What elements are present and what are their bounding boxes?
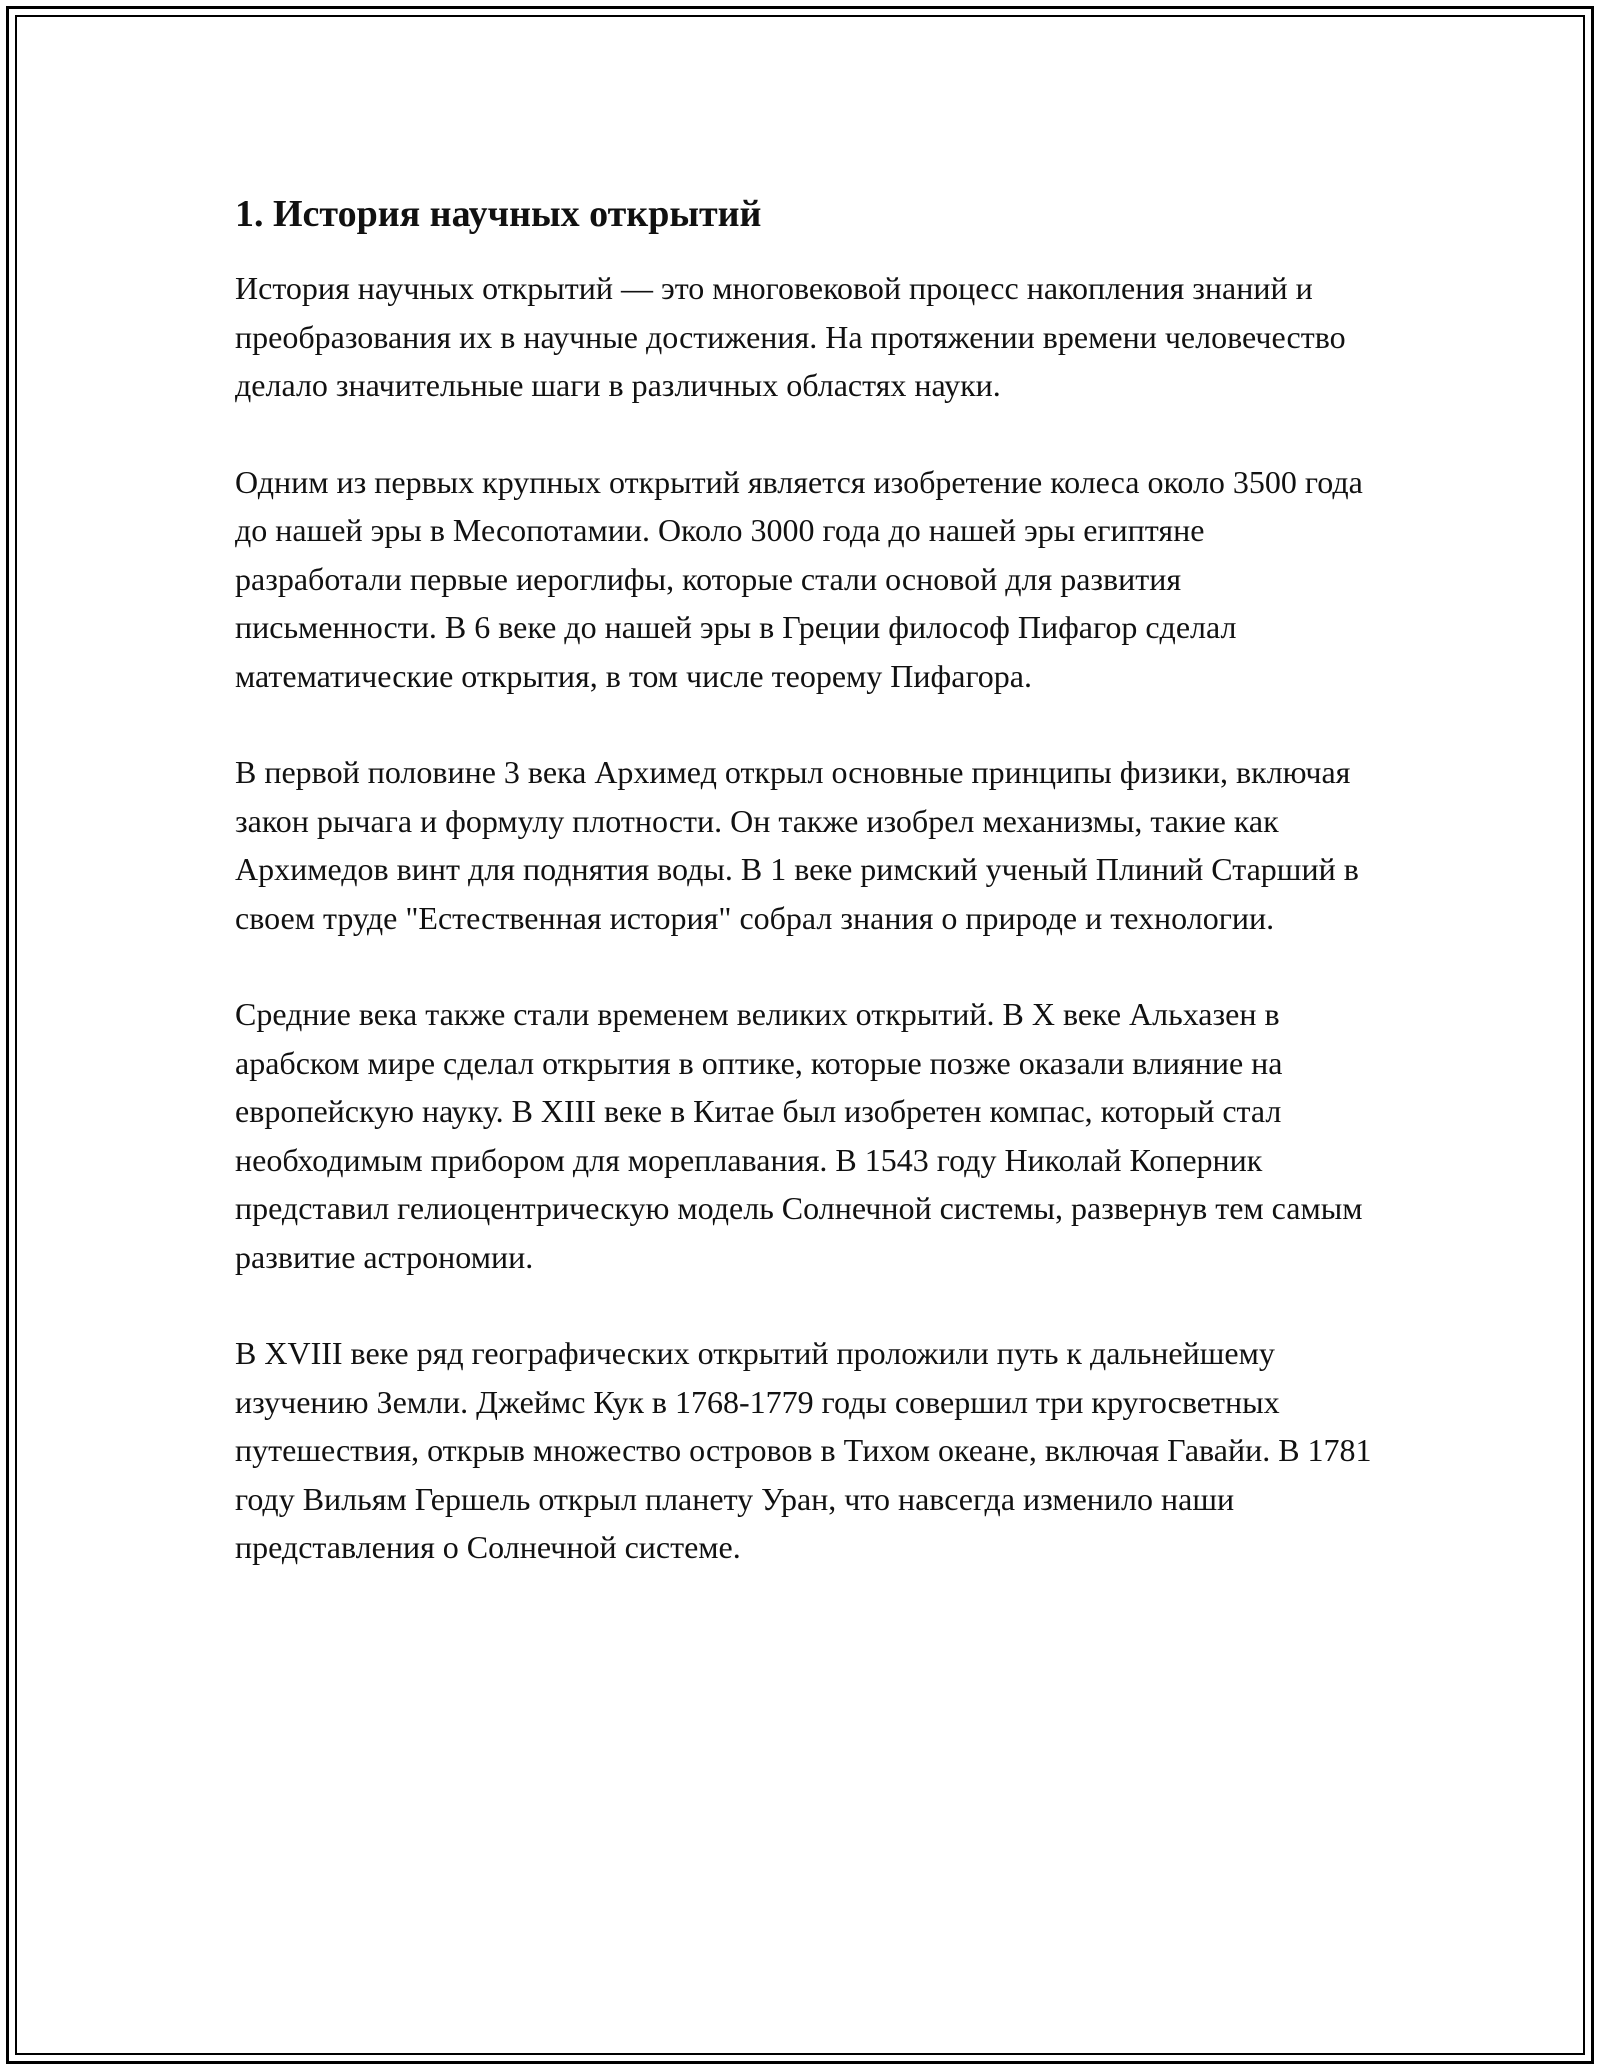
paragraph-ancient: Одним из первых крупных открытий является изобретение колеса около 3500 года до нашей эры в Месопотамии. Около 3000 года до нашей эры египтяне разработали первые иероглифы, которые стали основой для развития письменности. В 6 веке до нашей эры в Греции философ Пифагор сделал математические открытия, в том числе теорему Пифагора. [235,463,1363,694]
paragraph-18th-century: В XVIII веке ряд географических открытий проложили путь к дальнейшему изучению Земли. Джеймс Кук в 1768-1779 годы совершил три кругосветных путешествия, открыв множество островов в Тихом океане, включая Гавайи. В 1781 году Вильям Гершель открыл планету Уран, что навсегда изменило наши представления о Солнечной системе. [235,1335,1372,1565]
paragraph-archimedes: В первой половине 3 века Архимед открыл основные принципы физики, включая закон рычага и формулу плотности. Он также изобрел механизмы, такие как Архимедов винт для поднятия воды. В 1 веке римский ученый Плиний Старший в своем труде "Естественная история" собрал знания о природе и технологии. [235,754,1359,936]
section-heading: 1. История научных открытий [235,193,762,235]
document-body [235,188,1375,1572]
paragraph-intro: История научных открытий — это многовековой процесс накопления знаний и преобразования их в научные достижения. На протяжении времени человечество делало значительные шаги в различных областях науки. [235,270,1346,403]
paragraph-middle-ages: Средние века также стали временем великих открытий. В X веке Альхазен в арабском мире сделал открытия в оптике, которые позже оказали влияние на европейскую науку. В XIII веке в Китае был изобретен компас, который стал необходимым прибором для мореплавания. В 1543 году Николай Коперник представил гелиоцентрическую модель Солнечной системы, развернув тем самым развитие астрономии. [235,996,1363,1275]
